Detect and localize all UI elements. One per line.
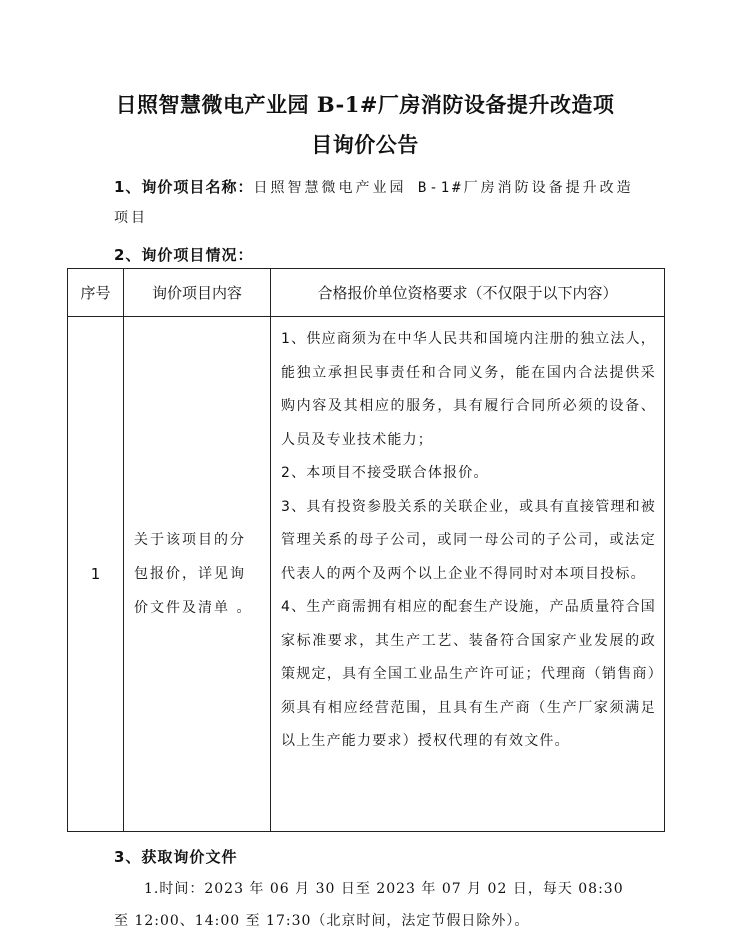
section-1-value-continued: 项目 [114, 210, 148, 226]
document-title-line-2: 目询价公告 [311, 132, 419, 157]
section-1-project-name [114, 176, 634, 199]
inquiry-table [67, 268, 665, 832]
requirement-4: 4、生产商需拥有相应的配套生产设施，产品质量符合国家标准要求，其生产工艺、装备符合国家产业发展的政策规定，具有全国工业品生产许可证；代理商（销售商）须具有相应经营范围，且具有生产商（生产厂家须满足以上生产能力要求）授权代理的有效文件。 [281, 599, 656, 749]
requirement-1: 1、供应商须为在中华人民共和国境内注册的独立法人，能独立承担民事责任和合同义务，能在国内合法提供采购内容及其相应的服务，具有履行合同所必须的设备、人员及专业技术能力； [281, 331, 656, 448]
section-2-label: 2、询价项目情况： [114, 246, 254, 264]
time-line-2: 至 12:00、14:00 至 17:30（北京时间，法定节假日除外）。 [114, 913, 530, 929]
section-3-label: 3、获取询价文件 [114, 848, 238, 866]
time-line-1: 1.时间：2023 年 06 月 30 日至 2023 年 07 月 02 日，每天 08:30 [144, 881, 624, 897]
requirement-2: 2、本项目不接受联合体报价。 [281, 465, 489, 481]
header-inquiry-content: 询价项目内容 [124, 269, 271, 317]
section-1-label: 1、询价项目名称： [114, 178, 254, 196]
row-qualification-requirements [271, 317, 665, 832]
table-header-row [68, 269, 665, 317]
row-inquiry-content: 关于该项目的分包报价，详见询价文件及清单 。 [124, 317, 271, 832]
header-serial-number: 序号 [68, 269, 124, 317]
section-1-value: 日照智慧微电产业园 B-1#厂房消防设备提升改造 [253, 180, 634, 196]
header-qualification-requirements: 合格报价单位资格要求（不仅限于以下内容） [271, 269, 665, 317]
row-serial-number: 1 [68, 317, 124, 832]
table-row [68, 317, 665, 832]
document-title-line-1: 日照智慧微电产业园 B-1#厂房消防设备提升改造项 [115, 92, 615, 117]
requirement-3: 3、具有投资参股关系的关联企业，或具有直接管理和被管理关系的母子公司，或同一母公司的子公司，或法定代表人的两个及两个以上企业不得同时对本项目投标。 [281, 498, 656, 582]
